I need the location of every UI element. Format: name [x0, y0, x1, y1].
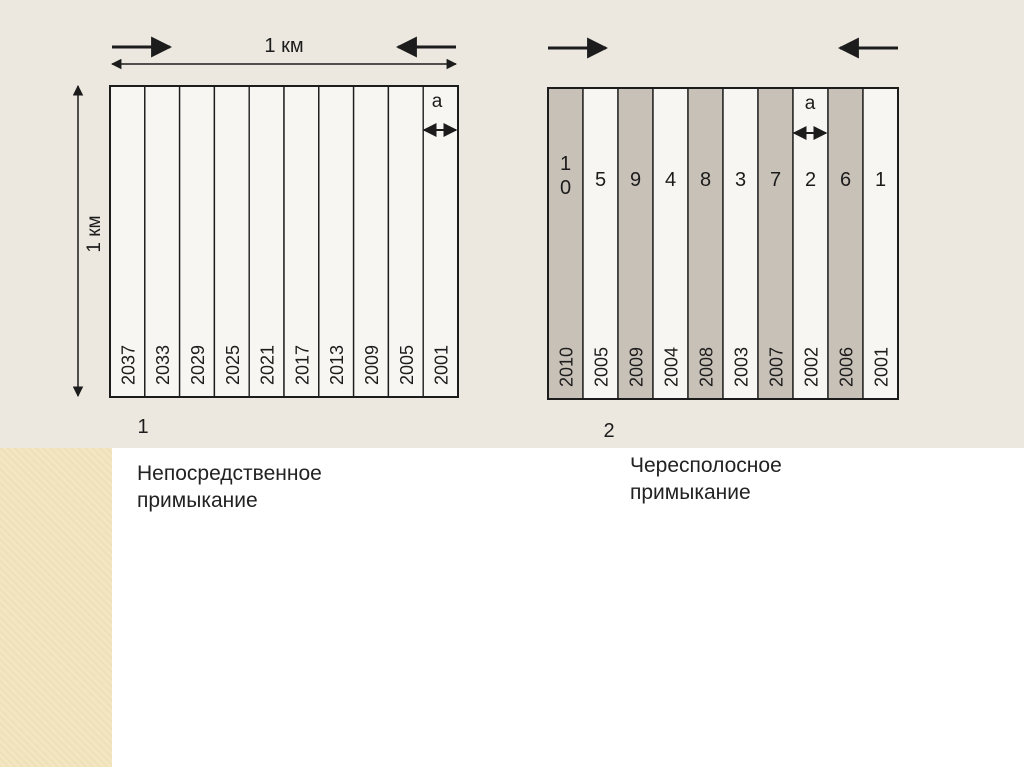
right-strip-year: 2001: [871, 346, 892, 388]
right-strip-width-label: а: [804, 93, 816, 114]
figure-left: [78, 32, 458, 438]
right-strip-order: 3: [734, 169, 747, 191]
right-strip-year: 2006: [836, 346, 857, 388]
left-strip-width-label: а: [431, 91, 443, 112]
right-strip-order: 6: [839, 169, 852, 191]
right-strip-year: 2003: [731, 346, 752, 388]
left-strip-year: 2037: [118, 344, 139, 386]
right-strip-order: 5: [594, 169, 607, 191]
right-strip-order: 1 0: [559, 153, 572, 199]
left-strip-year: 2009: [362, 344, 382, 386]
right-strip-year: 2008: [696, 346, 717, 388]
left-figure-number: 1: [137, 416, 149, 438]
right-strip-year: 2009: [626, 346, 647, 388]
left-strips: [110, 86, 458, 397]
left-strip-year: 2001: [431, 344, 452, 386]
right-strip-year: 2005: [591, 346, 612, 388]
right-strip-year: 2007: [766, 346, 787, 388]
left-height-label: 1 км: [84, 215, 105, 253]
right-strip-order: 2: [804, 169, 817, 191]
right-strip-order: 8: [699, 169, 712, 191]
left-width-label: 1 км: [264, 35, 304, 57]
right-strip-order: 9: [629, 169, 642, 191]
left-strip-year: 2005: [396, 344, 417, 386]
left-strip-year: 2017: [292, 344, 313, 386]
left-strip-year: 2029: [188, 344, 208, 386]
left-strip-year: 2033: [153, 344, 174, 386]
right-strips: [548, 88, 898, 399]
right-strip-year: 2002: [801, 346, 822, 388]
left-strip-year: 2013: [327, 344, 348, 386]
right-strip-order: 4: [664, 169, 677, 191]
caption-direct-adjacency: Непосредственное примыкание: [137, 462, 322, 512]
decorative-paper-strip: [0, 448, 112, 767]
right-strip-order: 1: [874, 169, 887, 191]
right-strip-order: 7: [769, 169, 782, 191]
left-strip-year: 2021: [257, 344, 278, 386]
right-strip-year: 2004: [661, 346, 682, 388]
left-strip-year: 2025: [222, 344, 243, 386]
right-figure-number: 2: [603, 420, 615, 442]
right-strip-year: 2010: [556, 346, 577, 388]
figure-right: [548, 48, 898, 442]
caption-alternate-strip-adjacency: Чересполосное примыкание: [630, 454, 782, 504]
